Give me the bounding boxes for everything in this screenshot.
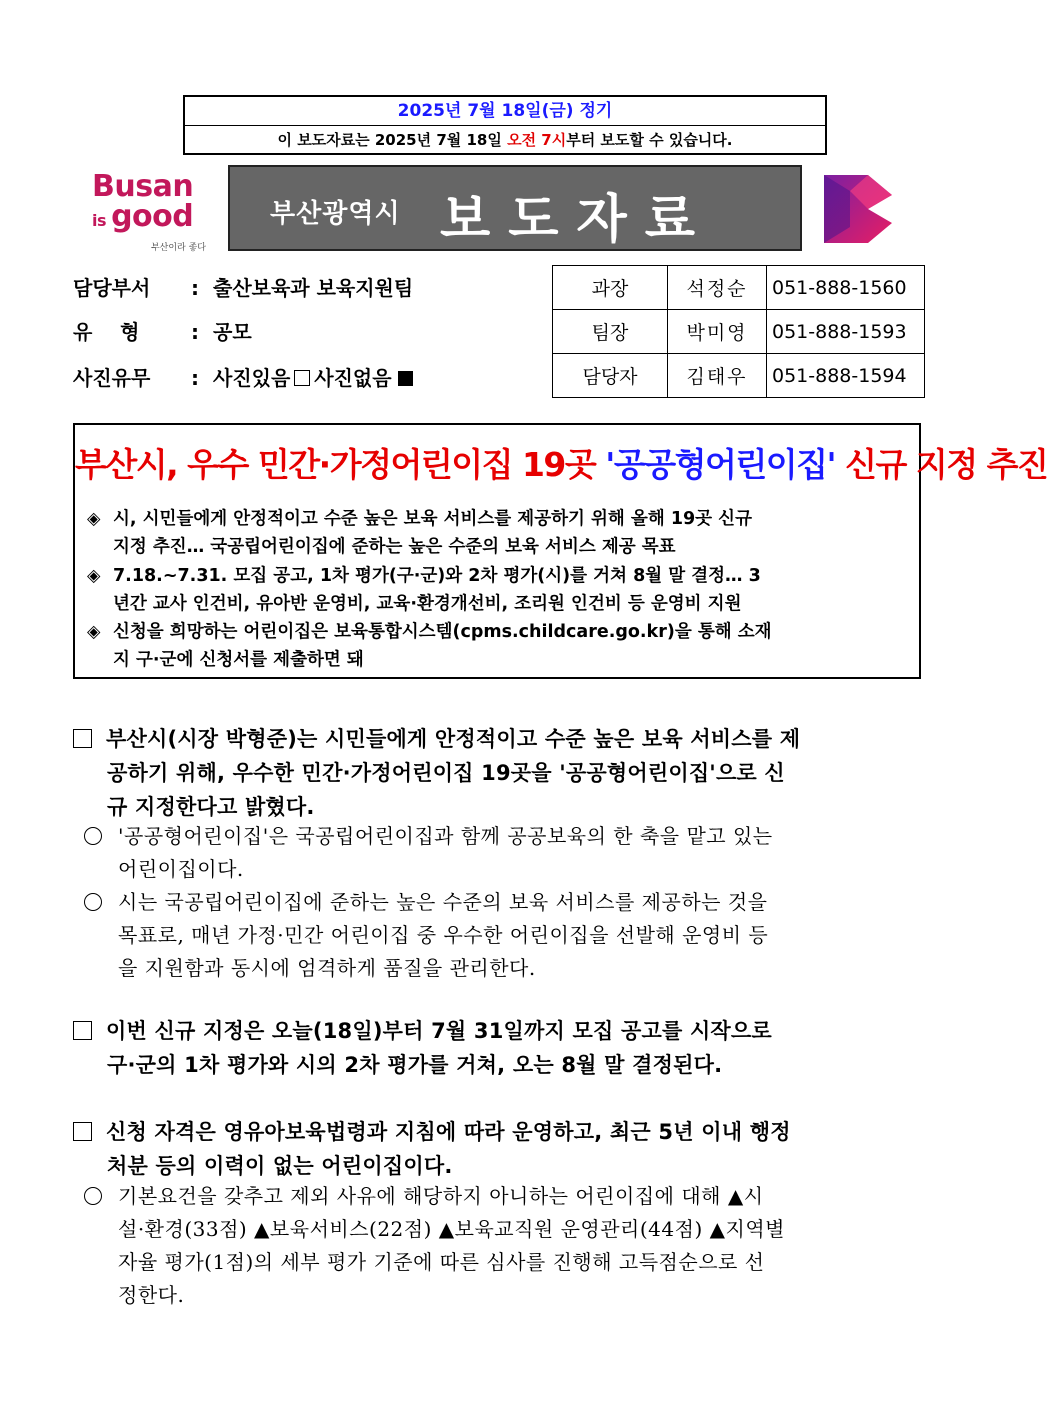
highlight-line: 신청을 희망하는 어린이집은 보육통합시스템(cpms.childcare.go.kr)을 통해 소재 <box>113 622 772 642</box>
table-row <box>553 354 925 398</box>
square-bullet-icon <box>73 1021 92 1040</box>
table-row <box>553 266 925 310</box>
highlight-item <box>87 562 909 618</box>
contact-phone: 051-888-1594 <box>767 354 925 398</box>
logo-word-good: good <box>111 199 194 234</box>
paragraph-line: 구·군의 1차 평가와 시의 2차 평가를 거쳐, 오는 8월 말 결정된다. <box>107 1053 723 1077</box>
circle-bullet-icon <box>84 1187 102 1205</box>
sub-paragraph-2 <box>84 886 922 985</box>
headline-part3: 신규 지정 추진 <box>835 445 1047 484</box>
info-department <box>73 272 413 301</box>
paragraph-line: 신청 자격은 영유아보육법령과 지침에 따라 운영하고, 최근 5년 이내 행정 <box>106 1120 791 1144</box>
info-colon: : <box>191 366 199 390</box>
contact-role: 팀장 <box>553 310 668 354</box>
embargo-time: 오전 7시 <box>507 131 567 149</box>
headline-part1: 부산시, 우수 민간·가정어린이집 19곳 <box>75 445 606 484</box>
diamond-bullet-icon: ◈ <box>87 566 101 586</box>
release-date: 2025년 7월 18일(금) 정기 <box>185 97 825 126</box>
paragraph-3 <box>73 1115 922 1183</box>
highlight-item <box>87 618 909 674</box>
banner-title: 보도자료 <box>440 190 713 250</box>
circle-bullet-icon <box>84 827 102 845</box>
contact-role: 과장 <box>553 266 668 310</box>
press-release-banner <box>228 165 802 251</box>
highlight-item <box>87 505 909 561</box>
square-bullet-icon <box>73 729 92 748</box>
paragraph-2 <box>73 1014 922 1082</box>
photo-yes-label: 사진있음 <box>213 366 291 390</box>
highlight-line: 7.18.~7.31. 모집 공고, 1차 평가(구·군)와 2차 평가(시)를 거쳐 8월 말 결정… 3 <box>113 566 761 586</box>
info-label: 사진유무 <box>73 366 151 390</box>
highlight-line: 시, 시민들에게 안정적이고 수준 높은 보육 서비스를 제공하기 위해 올해 19곳 신규 <box>113 509 752 529</box>
info-colon: : <box>191 320 199 344</box>
contact-phone: 051-888-1560 <box>767 266 925 310</box>
busan-b-emblem-icon <box>820 171 896 247</box>
paragraph-1 <box>73 722 922 824</box>
diamond-bullet-icon: ◈ <box>87 509 101 529</box>
checkbox-filled-icon <box>398 371 413 386</box>
info-type <box>73 316 252 345</box>
headline-box <box>73 423 1047 679</box>
paragraph-line: 자율 평가(1점)의 세부 평가 기준에 따른 심사를 진행해 고득점순으로 선 <box>118 1250 765 1274</box>
embargo-box <box>183 95 827 155</box>
paragraph-line: 규 지정한다고 밝혔다. <box>107 795 315 819</box>
paragraph-line: 이번 신규 지정은 오늘(18일)부터 7월 31일까지 모집 공고를 시작으로 <box>106 1019 772 1043</box>
circle-bullet-icon <box>84 893 102 911</box>
logo-word-busan: Busan <box>92 169 194 204</box>
contact-phone: 051-888-1593 <box>767 310 925 354</box>
paragraph-line: 부산시(시장 박형준)는 시민들에게 안정적이고 수준 높은 보육 서비스를 제 <box>106 727 801 751</box>
embargo-notice <box>185 126 825 154</box>
table-row <box>553 310 925 354</box>
contact-name: 박미영 <box>668 310 767 354</box>
paragraph-line: 어린이집이다. <box>118 857 244 881</box>
logo-word-isgood <box>92 199 210 236</box>
square-bullet-icon <box>73 1122 92 1141</box>
checkbox-empty-icon <box>294 370 310 386</box>
headline-part2: '공공형어린이집' <box>605 445 836 484</box>
highlight-line: 년간 교사 인건비, 유아반 운영비, 교육·환경개선비, 조리원 인건비 등 운영비 지원 <box>113 594 742 614</box>
info-value: 공모 <box>213 320 252 344</box>
paragraph-line: 공하기 위해, 우수한 민간·가정어린이집 19곳을 '공공형어린이집'으로 신 <box>107 761 785 785</box>
banner-city: 부산광역시 <box>270 199 401 229</box>
paragraph-line: 정한다. <box>118 1283 185 1307</box>
busan-is-good-logo <box>92 169 210 253</box>
paragraph-line: 목표로, 매년 가정·민간 어린이집 중 우수한 어린이집을 선발해 운영비 등 <box>118 923 769 947</box>
logo-word-is: is <box>92 211 112 230</box>
paragraph-line: 을 지원함과 동시에 엄격하게 품질을 관리한다. <box>118 956 536 980</box>
embargo-text-a: 이 보도자료는 2025년 7월 18일 <box>277 131 508 149</box>
highlight-line: 지정 추진… 국공립어린이집에 준하는 높은 수준의 보육 서비스 제공 목표 <box>113 537 676 557</box>
paragraph-line: 설·환경(33점) ▲보육서비스(22점) ▲보육교직원 운영관리(44점) ▲지역별 <box>118 1217 785 1241</box>
headline <box>75 439 1047 486</box>
highlight-line: 지 구·군에 신청서를 제출하면 돼 <box>113 650 364 670</box>
sub-paragraph-3 <box>84 1180 922 1312</box>
paragraph-line: 시는 국공립어린이집에 준하는 높은 수준의 보육 서비스를 제공하는 것을 <box>118 890 768 914</box>
info-label: 유 형 <box>73 320 140 344</box>
logo-tagline: 부산이라 좋다 <box>150 243 206 253</box>
contact-name: 김태우 <box>668 354 767 398</box>
contact-role: 담당자 <box>553 354 668 398</box>
info-colon: : <box>191 276 199 300</box>
paragraph-line: 기본요건을 갖추고 제외 사유에 해당하지 아니하는 어린이집에 대해 ▲시 <box>118 1184 764 1208</box>
info-value: 출산보육과 보육지원팀 <box>213 276 414 300</box>
contact-table <box>552 265 925 398</box>
paragraph-line: 처분 등의 이력이 없는 어린이집이다. <box>107 1154 453 1178</box>
sub-paragraph-1 <box>84 820 922 886</box>
photo-no-label: 사진없음 <box>314 366 392 390</box>
info-photo <box>73 362 413 391</box>
contact-name: 석정순 <box>668 266 767 310</box>
diamond-bullet-icon: ◈ <box>87 622 101 642</box>
embargo-text-b: 부터 보도할 수 있습니다. <box>566 131 733 149</box>
paragraph-line: '공공형어린이집'은 국공립어린이집과 함께 공공보육의 한 축을 맡고 있는 <box>118 824 773 848</box>
info-label: 담당부서 <box>73 276 151 300</box>
